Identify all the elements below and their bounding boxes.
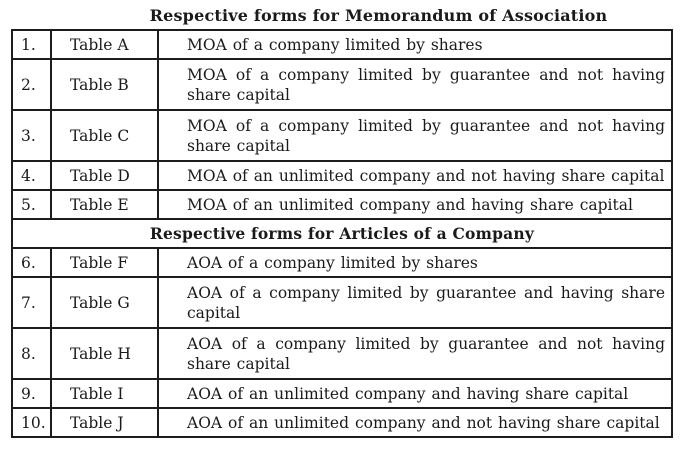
description-cell: MOA of a company limited by shares <box>158 30 672 59</box>
serial-cell: 4. <box>12 161 51 190</box>
description-cell: AOA of a company limited by shares <box>158 248 672 277</box>
section-header-row <box>12 219 672 248</box>
serial-cell: 8. <box>12 328 51 379</box>
serial-cell: 10. <box>12 408 51 437</box>
form-name-cell: Table J <box>51 408 158 437</box>
description-cell: MOA of an unlimited company and having share capital <box>158 190 672 219</box>
form-name-cell: Table B <box>51 59 158 110</box>
description-cell: MOA of a company limited by guarantee and not having share capital <box>158 110 672 161</box>
description-cell: AOA of an unlimited company and not having share capital <box>158 408 672 437</box>
table-row <box>12 408 672 437</box>
table-row <box>12 277 672 328</box>
form-name-cell: Table C <box>51 110 158 161</box>
table-row <box>12 110 672 161</box>
description-cell: MOA of a company limited by guarantee and not having share capital <box>158 59 672 110</box>
form-name-cell: Table A <box>51 30 158 59</box>
forms-table <box>11 29 673 438</box>
aoa-section-title: Respective forms for Articles of a Company <box>12 219 672 248</box>
description-cell: AOA of a company limited by guarantee and having share capital <box>158 277 672 328</box>
description-cell: AOA of a company limited by guarantee and not having share capital <box>158 328 672 379</box>
table-row <box>12 379 672 408</box>
document-title: Respective forms for Memorandum of Association <box>149 6 608 25</box>
serial-cell: 9. <box>12 379 51 408</box>
form-name-cell: Table H <box>51 328 158 379</box>
form-name-cell: Table D <box>51 161 158 190</box>
serial-cell: 5. <box>12 190 51 219</box>
serial-cell: 1. <box>12 30 51 59</box>
description-cell: MOA of an unlimited company and not having share capital <box>158 161 672 190</box>
form-name-cell: Table E <box>51 190 158 219</box>
table-row <box>12 328 672 379</box>
form-name-cell: Table F <box>51 248 158 277</box>
serial-cell: 6. <box>12 248 51 277</box>
table-row <box>12 59 672 110</box>
serial-cell: 3. <box>12 110 51 161</box>
table-row <box>12 161 672 190</box>
serial-cell: 2. <box>12 59 51 110</box>
form-name-cell: Table G <box>51 277 158 328</box>
table-row <box>12 190 672 219</box>
table-row <box>12 30 672 59</box>
serial-cell: 7. <box>12 277 51 328</box>
table-row <box>12 248 672 277</box>
description-cell: AOA of an unlimited company and having share capital <box>158 379 672 408</box>
form-name-cell: Table I <box>51 379 158 408</box>
